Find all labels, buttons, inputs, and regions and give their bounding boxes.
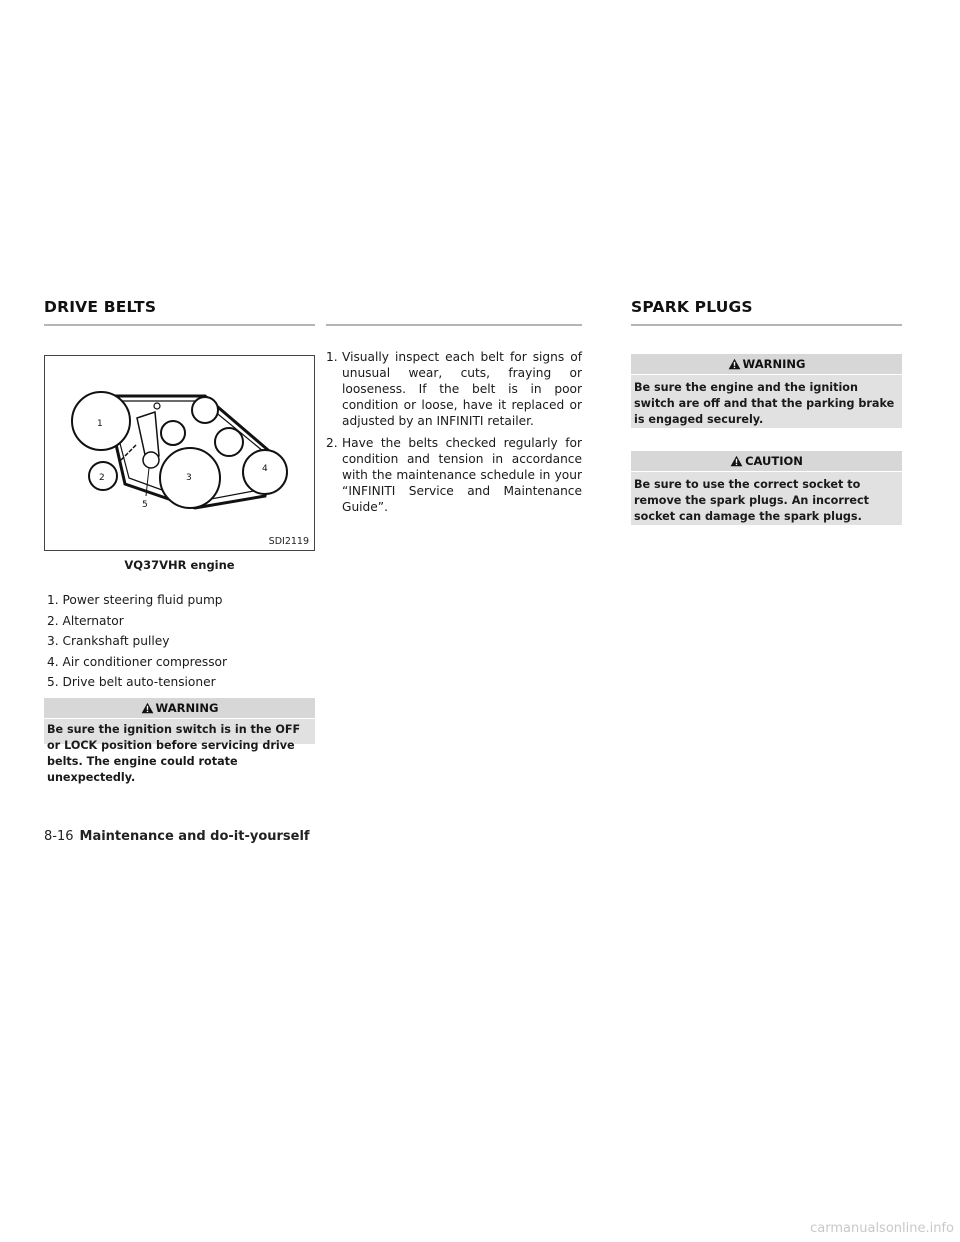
diagram-label-4: 4	[262, 464, 268, 474]
warning-text: Be sure the ignition switch is in the OFF or LOCK position before servicing drive belts. The engine could rotate unexpectedly.	[47, 723, 301, 784]
list-item	[326, 435, 582, 515]
tensioner-pulley	[143, 452, 159, 468]
page-number: 8-16	[44, 829, 74, 844]
list-item	[326, 349, 582, 429]
warning-header	[631, 354, 902, 375]
inspection-steps	[326, 349, 582, 521]
caution-box-spark-plugs	[631, 451, 902, 525]
list-item: 3. Crankshaft pulley	[47, 634, 170, 648]
tensioner-marks	[121, 445, 136, 460]
diagram-label-1: 1	[97, 419, 103, 429]
warning-box-drive-belts	[44, 698, 315, 784]
drive-belt-diagram	[44, 355, 315, 551]
caution-title: CAUTION	[745, 454, 803, 468]
diagram-label-3: 3	[186, 473, 192, 483]
warning-title: WARNING	[155, 701, 219, 715]
figure-caption: VQ37VHR engine	[124, 558, 235, 572]
divider-right	[631, 324, 902, 326]
list-item: 4. Air conditioner compressor	[47, 654, 228, 669]
warning-icon	[141, 702, 154, 714]
diagram-label-2: 2	[99, 473, 105, 483]
step-number: 2.	[326, 436, 338, 450]
pulley-idler-top	[192, 397, 218, 423]
warning-text: Be sure the engine and the ignition switch are off and that the parking brake is engaged securely.	[634, 381, 895, 426]
pulley-idler-mid	[161, 421, 185, 445]
section-title-drive-belts: DRIVE BELTS	[44, 298, 157, 316]
caution-text: Be sure to use the correct socket to remove the spark plugs. An incorrect socket can damage the spark plugs.	[634, 478, 869, 523]
figure-code: SDI2119	[268, 536, 309, 547]
pulley-idler-right	[215, 428, 243, 456]
list-item: 2. Alternator	[47, 613, 124, 628]
warning-header	[44, 698, 315, 719]
step-text: Have the belts checked regularly for condition and tension in accordance with the maintenance schedule in your “INFINITI Service and Maintenance Guide”.	[342, 436, 582, 514]
warning-title: WARNING	[742, 357, 806, 371]
warning-box-spark-plugs	[631, 354, 902, 428]
warning-icon	[728, 358, 741, 370]
divider-left	[44, 324, 315, 326]
step-number: 1.	[326, 350, 338, 364]
tensioner-bolt	[154, 403, 160, 409]
watermark: carmanualsonline.info	[810, 1221, 954, 1236]
page-footer	[44, 829, 310, 844]
step-text: Visually inspect each belt for signs of unusual wear, cuts, fraying or looseness. If the belt is in poor condition or loose, have it replaced or adjusted by an INFINITI retailer.	[342, 350, 582, 428]
caution-header	[631, 451, 902, 472]
divider-middle	[326, 324, 582, 326]
chapter-title: Maintenance and do-it-yourself	[79, 829, 310, 844]
caution-icon	[730, 455, 743, 467]
list-item: 5. Drive belt auto-tensioner	[47, 675, 216, 689]
list-item: 1. Power steering fluid pump	[47, 593, 223, 607]
belt-routing-illustration	[45, 356, 314, 550]
diagram-label-5: 5	[142, 500, 148, 510]
component-list	[47, 590, 227, 693]
section-title-spark-plugs: SPARK PLUGS	[631, 298, 753, 316]
